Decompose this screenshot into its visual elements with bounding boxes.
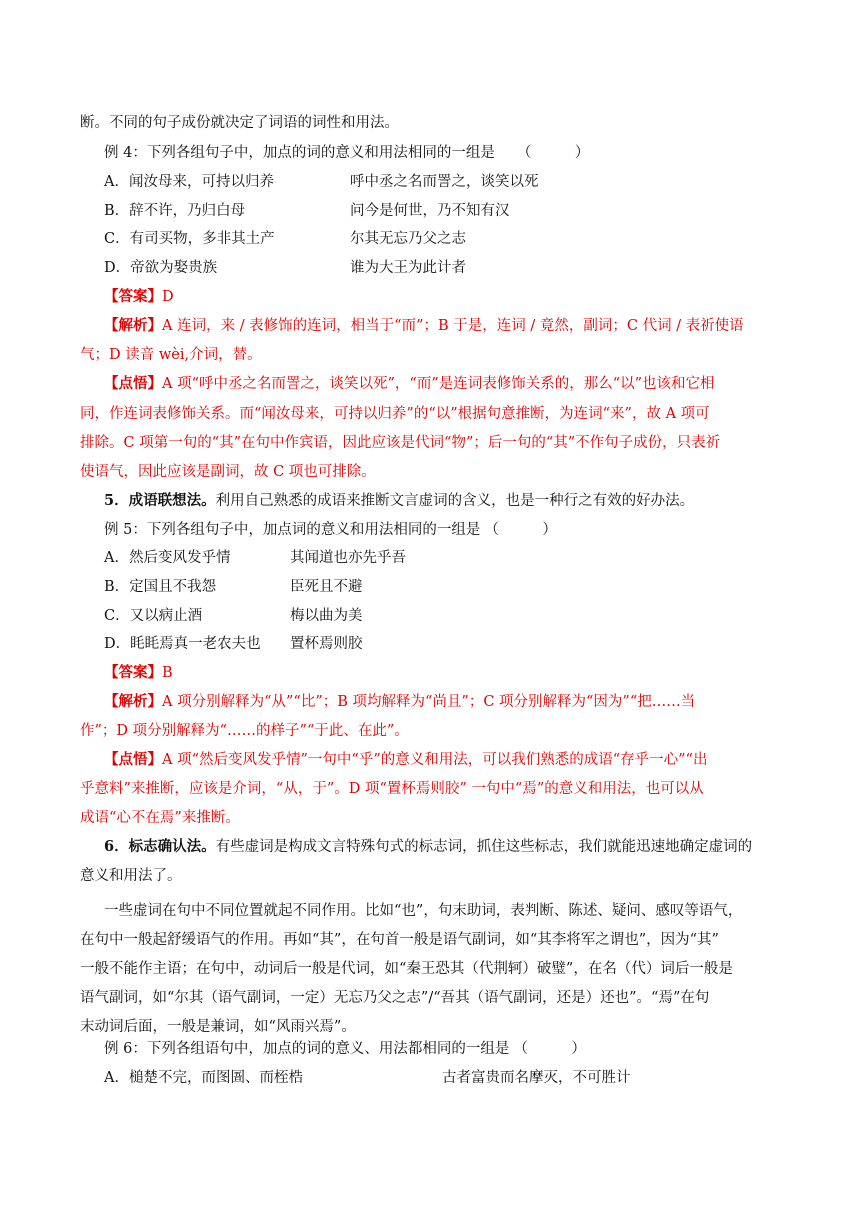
example-4-option-d-right: 谁为大王为此计者: [350, 260, 466, 276]
example-5-option-c: C．又以病止酒: [104, 608, 203, 624]
example-4-option-b-right: 问今是何世，乃不知有汉: [350, 203, 510, 219]
example-5-option-b: B．定国且不我怨: [104, 579, 217, 595]
method-6-paragraph-l4: 语气副词，如“尔其（语气副词，一定）无忘乃父之志”/“吾其（语气副词，还是）还也”。“焉”在句: [80, 990, 710, 1006]
method-6-text-cont: 意义和用法了。: [80, 868, 182, 884]
example-4-answer: 【答案】D: [104, 288, 174, 305]
example-5-option-d-right: 置杯焉则胶: [290, 636, 363, 652]
example-4-insight-l4: 使语气，因此应该是副词，故 C 项也可排除。: [80, 464, 376, 480]
example-5-option-a-right: 其闻道也亦先乎吾: [290, 550, 406, 566]
method-6-paragraph-l1: 一些虚词在句中不同位置就起不同作用。比如“也”，句末助词，表判断、陈述、疑问、感叹等语气，: [104, 903, 743, 919]
example-5-insight-l2: 乎意料”来推断，应该是介词，“从，于”。D 项“置杯焉则胶” 一句中“焉”的意义和用法，也可以从: [80, 781, 704, 797]
example-6-option-a: A．槌楚不完，而图圄、而桎梏: [104, 1070, 303, 1086]
example-5-analysis: 【解析】A 项分别解释为“从”“比”；B 项均解释为“尚且”；C 项分别解释为“因为”“把……当: [104, 693, 696, 710]
intro-text-end: 断。不同的句子成份就决定了词语的词性和用法。: [80, 115, 399, 131]
example-5-option-b-right: 臣死且不避: [290, 579, 363, 595]
example-4-option-a-right: 呼中丞之名而詈之，谈笑以死: [350, 174, 539, 190]
example-4-analysis: 【解析】A 连词，来 / 表修饰的连词，相当于“而”；B 于是，连词 / 竟然，副词；C 代词 / 表祈使语: [104, 317, 744, 334]
example-4-insight-l2: 同，作连词表修饰关系。而“闻汝母来，可持以归养”的“以”根据句意推断，为连词“来”，故 A 项可: [80, 406, 710, 422]
example-4-option-c-right: 尔其无忘乃父之志: [350, 231, 466, 247]
example-5-option-c-right: 梅以曲为美: [290, 608, 363, 624]
example-4-insight: 【点悟】A 项“呼中丞之名而詈之，谈笑以死”，“而”是连词表修饰关系的，那么“以”也该和它相: [104, 375, 715, 392]
example-5-answer: 【答案】B: [104, 664, 173, 681]
example-4-analysis-cont: 气；D 读音 wèi,介词，替。: [80, 347, 262, 363]
example-4-option-b: B．辞不许，乃归白母: [104, 203, 246, 219]
example-4-option-c: C．有司买物，多非其土产: [104, 231, 275, 247]
example-6-question: 例 6：下列各组语句中，加点的词的意义、用法都相同的一组是 （ ）: [104, 1041, 586, 1057]
method-6-paragraph-l2: 在句中一般起舒缓语气的作用。再如“其”，在句首一般是语气副词，如“其李将军之谓也”，因为“其”: [80, 932, 719, 948]
example-4-question: 例 4：下列各组句子中，加点的词的意义和用法相同的一组是 （ ）: [104, 145, 590, 161]
method-6-paragraph-l5: 末动词后面，一般是兼词，如“风雨兴焉”。: [80, 1019, 356, 1035]
example-5-option-d: D．眊眊焉真一老农夫也: [104, 636, 261, 652]
example-5-analysis-cont: 作”；D 项分别解释为“……的样子”“于此、在此”。: [80, 723, 409, 739]
example-6-option-a-right: 古者富贵而名摩灭，不可胜计: [442, 1070, 631, 1086]
example-5-option-a: A．然后变风发乎情: [104, 550, 231, 566]
example-5-insight: 【点悟】A 项“然后变风发乎情”一句中“乎”的意义和用法，可以我们熟悉的成语“存乎一心”“出: [104, 751, 708, 768]
method-6-heading: 6．标志确认法。: [104, 838, 216, 855]
example-4-insight-l3: 排除。C 项第一句的“其”在句中作宾语，因此应该是代词“物”；后一句的“其”不作句子成份，只表祈: [80, 435, 721, 451]
method-5-heading: 5．成语联想法。: [104, 492, 216, 509]
method-6: 6．标志确认法。有些虚词是构成文言特殊句式的标志词，抓住这些标志，我们就能迅速地确定虚词的: [104, 838, 753, 855]
example-5-insight-l3: 成语“心不在焉”来推断。: [80, 810, 240, 826]
example-4-option-d: D．帝欲为娶贵族: [104, 260, 218, 276]
method-5: 5．成语联想法。利用自己熟悉的成语来推断文言虚词的含义，也是一种行之有效的好办法。: [104, 492, 695, 509]
example-4-option-a: A．闻汝母来，可持以归养: [104, 174, 274, 190]
method-6-paragraph-l3: 一般不能作主语；在句中，动词后一般是代词，如“秦王恐其（代荆轲）破璧”，在名（代）词后一般是: [80, 961, 733, 977]
example-5-question: 例 5：下列各组句子中，加点词的意义和用法相同的一组是 （ ）: [104, 522, 557, 538]
